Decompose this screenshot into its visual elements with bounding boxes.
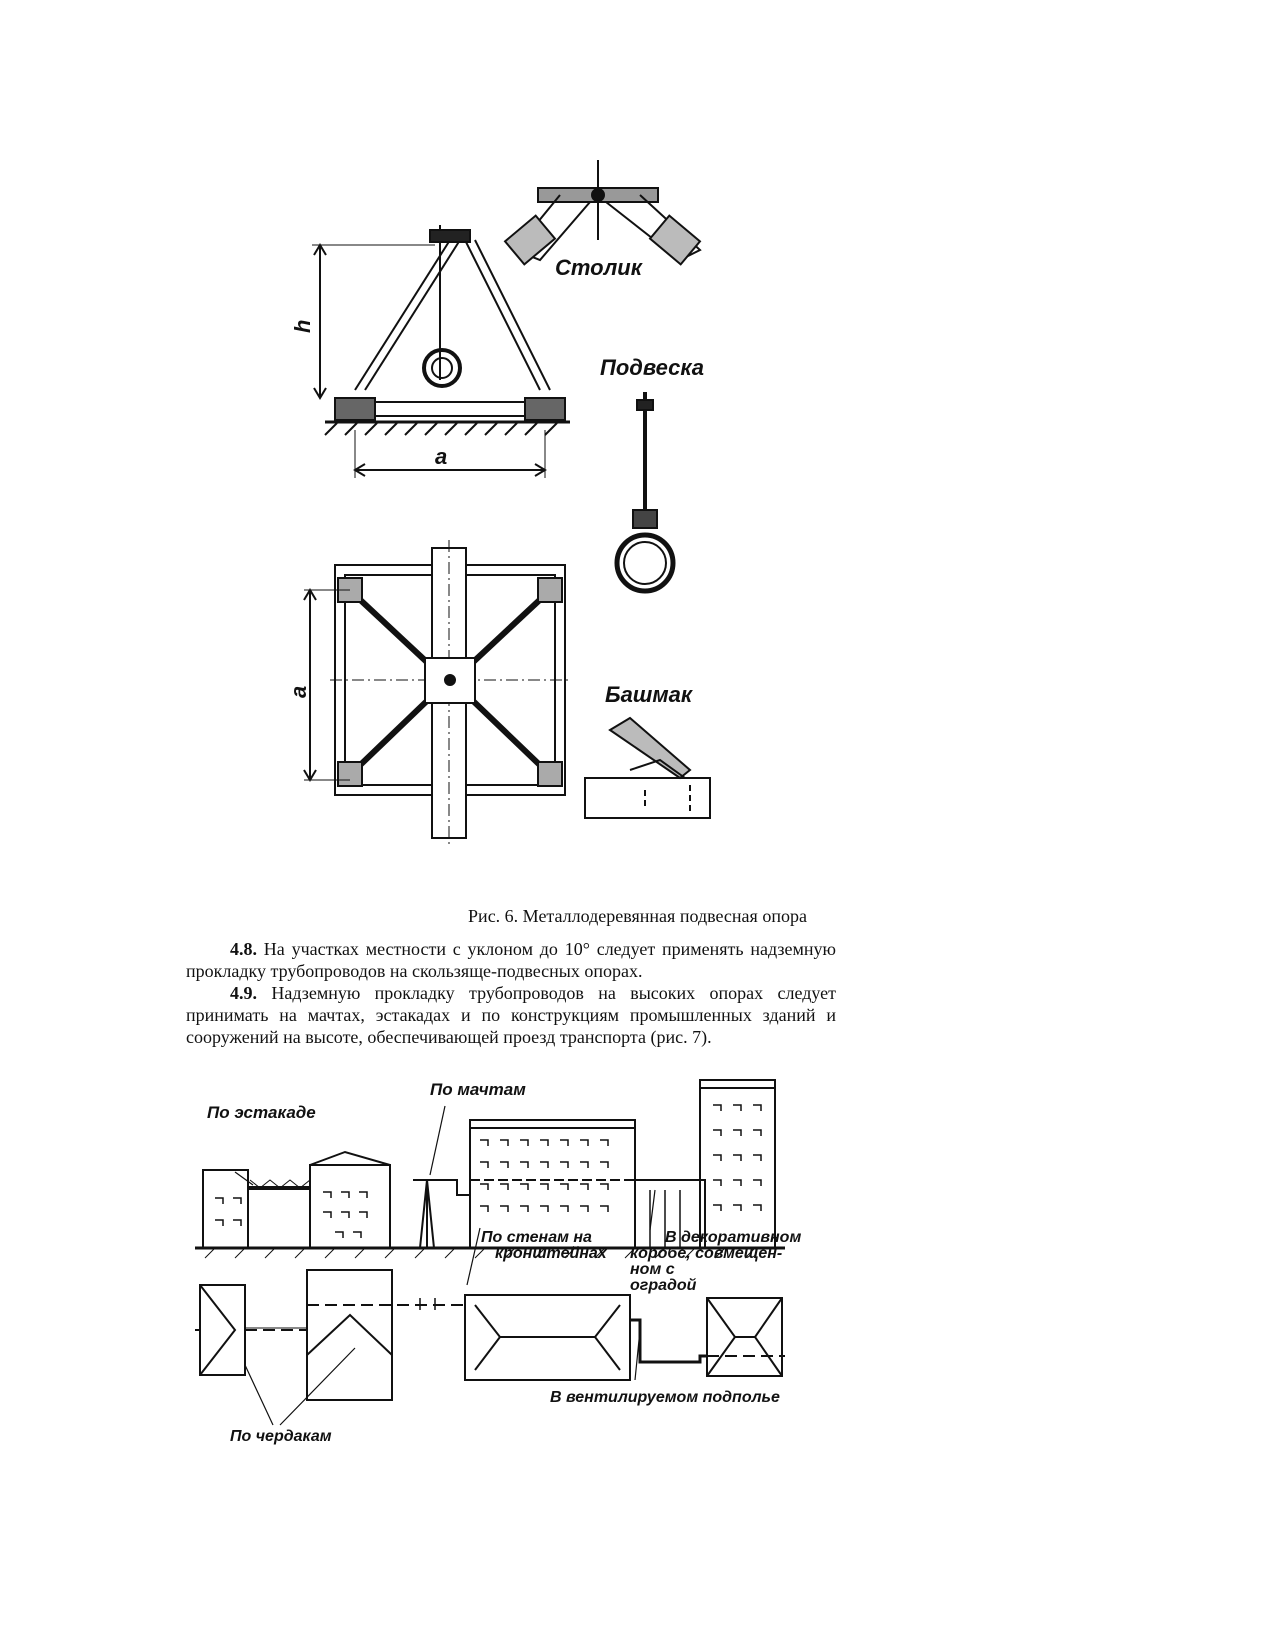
paragraph-number: 4.9. (230, 983, 257, 1003)
label-po-stenam-2: кронштейнах (495, 1245, 607, 1262)
label-podveska: Подвеска (600, 355, 704, 380)
figure-6-caption: Рис. 6. Металлодеревянная подвесная опора (468, 906, 807, 926)
paragraph-4-8 (186, 938, 836, 982)
label-po-stenam-1: По стенам на (481, 1229, 592, 1246)
plan-view (304, 540, 570, 845)
label-po-cherdakam: По чердакам (230, 1428, 332, 1445)
label-dim-a-front: a (435, 444, 448, 469)
label-v-korobe-2: коробе, совмещен- (630, 1245, 783, 1262)
paragraph-number: 4.8. (230, 939, 257, 959)
label-dim-h: h (290, 319, 315, 333)
label-v-korobe-3: ном с (630, 1261, 675, 1278)
label-v-podpolye: В вентилируемом подполье (550, 1389, 780, 1406)
front-view (312, 225, 570, 478)
label-dim-a-plan: a (286, 685, 311, 698)
paragraph-4-9 (186, 982, 836, 1048)
plan-view-buildings (195, 1270, 785, 1400)
figure-6-drawing (286, 130, 760, 870)
paragraph-text: На участках местности с уклоном до 10° следует применять надземную прокладку трубопроводов на скользяще-подвесных опорах. (186, 939, 836, 981)
figure-7-drawing (195, 1080, 815, 1410)
label-bashmak: Башмак (605, 682, 693, 707)
leader-lines (235, 1106, 655, 1425)
paragraph-text: Надземную прокладку трубопроводов на высоких опорах следует принимать на мачтах, эстакадах и по конструкциям промышленных зданий и сооружений на высоте, обеспечивающей проезд транспорта (рис. 7). (186, 983, 836, 1047)
label-v-korobe-4: оградой (630, 1277, 697, 1294)
label-po-estakade: По эстакаде (207, 1103, 316, 1122)
podveska-detail (617, 392, 673, 591)
bashmak-detail (585, 718, 710, 818)
label-v-korobe-1: В декоративном (665, 1229, 802, 1246)
label-po-machtam: По мачтам (430, 1080, 526, 1099)
stolik-detail (505, 160, 700, 264)
label-stolik: Столик (555, 255, 642, 280)
